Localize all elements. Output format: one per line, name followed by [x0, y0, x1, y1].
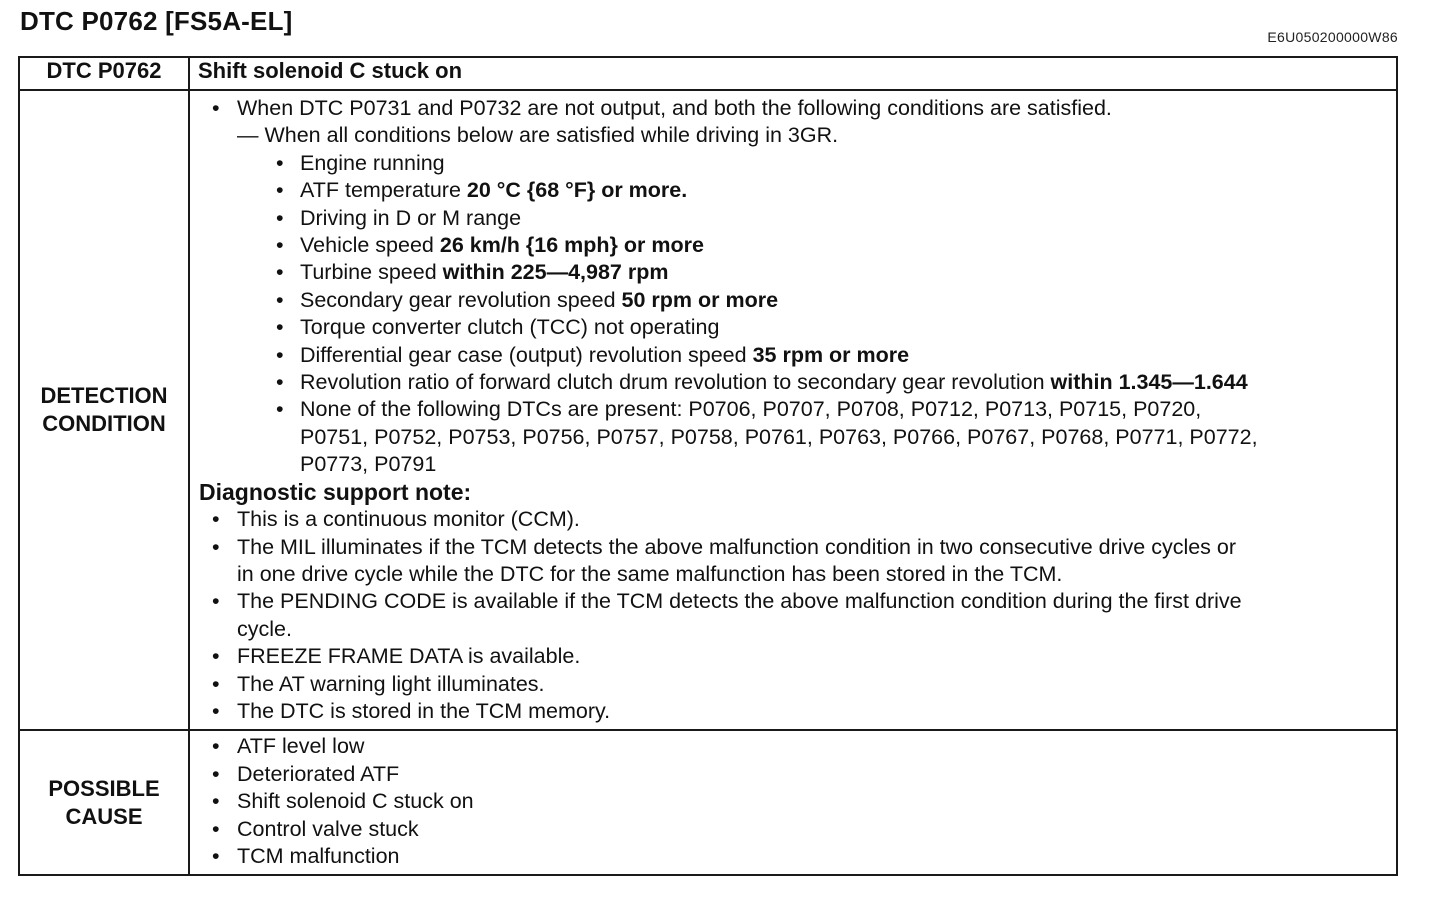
note-item: • This is a continuous monitor (CCM). [198, 506, 1388, 533]
note-item: • The AT warning light illuminates. [198, 671, 1388, 698]
dtc-exclusion-list: • None of the following DTCs are present: P0706, P0707, P0708, P0712, P0713, P0715, P0720, [198, 396, 1388, 423]
dtc-code-cell: DTC P0762 [19, 57, 189, 90]
sub-intro: — When all conditions below are satisfied while driving in 3GR. [237, 123, 839, 148]
condition-item: • Differential gear case (output) revolution speed 35 rpm or more [198, 342, 1388, 369]
condition-item: • ATF temperature 20 °C {68 °F} or more. [198, 177, 1388, 204]
cause-item: • Shift solenoid C stuck on [198, 788, 1388, 815]
note-item: • The MIL illuminates if the TCM detects the above malfunction condition in two consecutive drive cycles or [198, 534, 1388, 561]
condition-item: • Secondary gear revolution speed 50 rpm or more [198, 287, 1388, 314]
detection-condition-label [19, 90, 189, 730]
possible-cause-label [19, 730, 189, 875]
dtc-description-cell: Shift solenoid C stuck on [189, 57, 1397, 90]
diagnostic-note-heading: Diagnostic support note: [199, 478, 472, 505]
cause-item: • Control valve stuck [198, 816, 1388, 843]
note-item: • The DTC is stored in the TCM memory. [198, 698, 1388, 725]
cause-label-line2: CAUSE [65, 803, 143, 829]
page-title: DTC P0762 [FS5A-EL] [20, 6, 293, 36]
condition-item: • Torque converter clutch (TCC) not operating [198, 314, 1388, 341]
condition-item: • Engine running [198, 150, 1388, 177]
cause-item: • TCM malfunction [198, 843, 1388, 870]
condition-item: • Revolution ratio of forward clutch drum revolution to secondary gear revolution within 1.345—1.644 [198, 369, 1388, 396]
detection-condition-row [19, 90, 1397, 730]
detection-label-line2: CONDITION [42, 411, 166, 437]
possible-cause-row [19, 730, 1397, 875]
detection-label-line1: DETECTION [40, 383, 168, 409]
dtc-exclusion-list-cont: P0773, P0791 [300, 452, 437, 477]
table-header-row [19, 57, 1397, 90]
note-item-cont: cycle. [237, 616, 292, 641]
cause-label-line1: POSSIBLE [48, 775, 160, 801]
intro-bullet: • When DTC P0731 and P0732 are not output, and both the following conditions are satisfied. [198, 95, 1388, 122]
document-code: E6U050200000W86 [1267, 29, 1398, 45]
detection-condition-content [189, 90, 1397, 730]
dtc-table [18, 56, 1398, 876]
note-item: • FREEZE FRAME DATA is available. [198, 643, 1388, 670]
condition-item: • Turbine speed within 225—4,987 rpm [198, 259, 1388, 286]
possible-cause-content [189, 730, 1397, 875]
condition-item: • Driving in D or M range [198, 205, 1388, 232]
note-item: • The PENDING CODE is available if the TCM detects the above malfunction condition during the first drive [198, 588, 1388, 615]
note-item-cont: in one drive cycle while the DTC for the same malfunction has been stored in the TCM. [237, 561, 1063, 586]
cause-item: • Deteriorated ATF [198, 761, 1388, 788]
dtc-exclusion-list-cont: P0751, P0752, P0753, P0756, P0757, P0758, P0761, P0763, P0766, P0767, P0768, P0771, P0772, [300, 424, 1258, 449]
condition-item: • Vehicle speed 26 km/h {16 mph} or more [198, 232, 1388, 259]
cause-item: • ATF level low [198, 733, 1388, 760]
